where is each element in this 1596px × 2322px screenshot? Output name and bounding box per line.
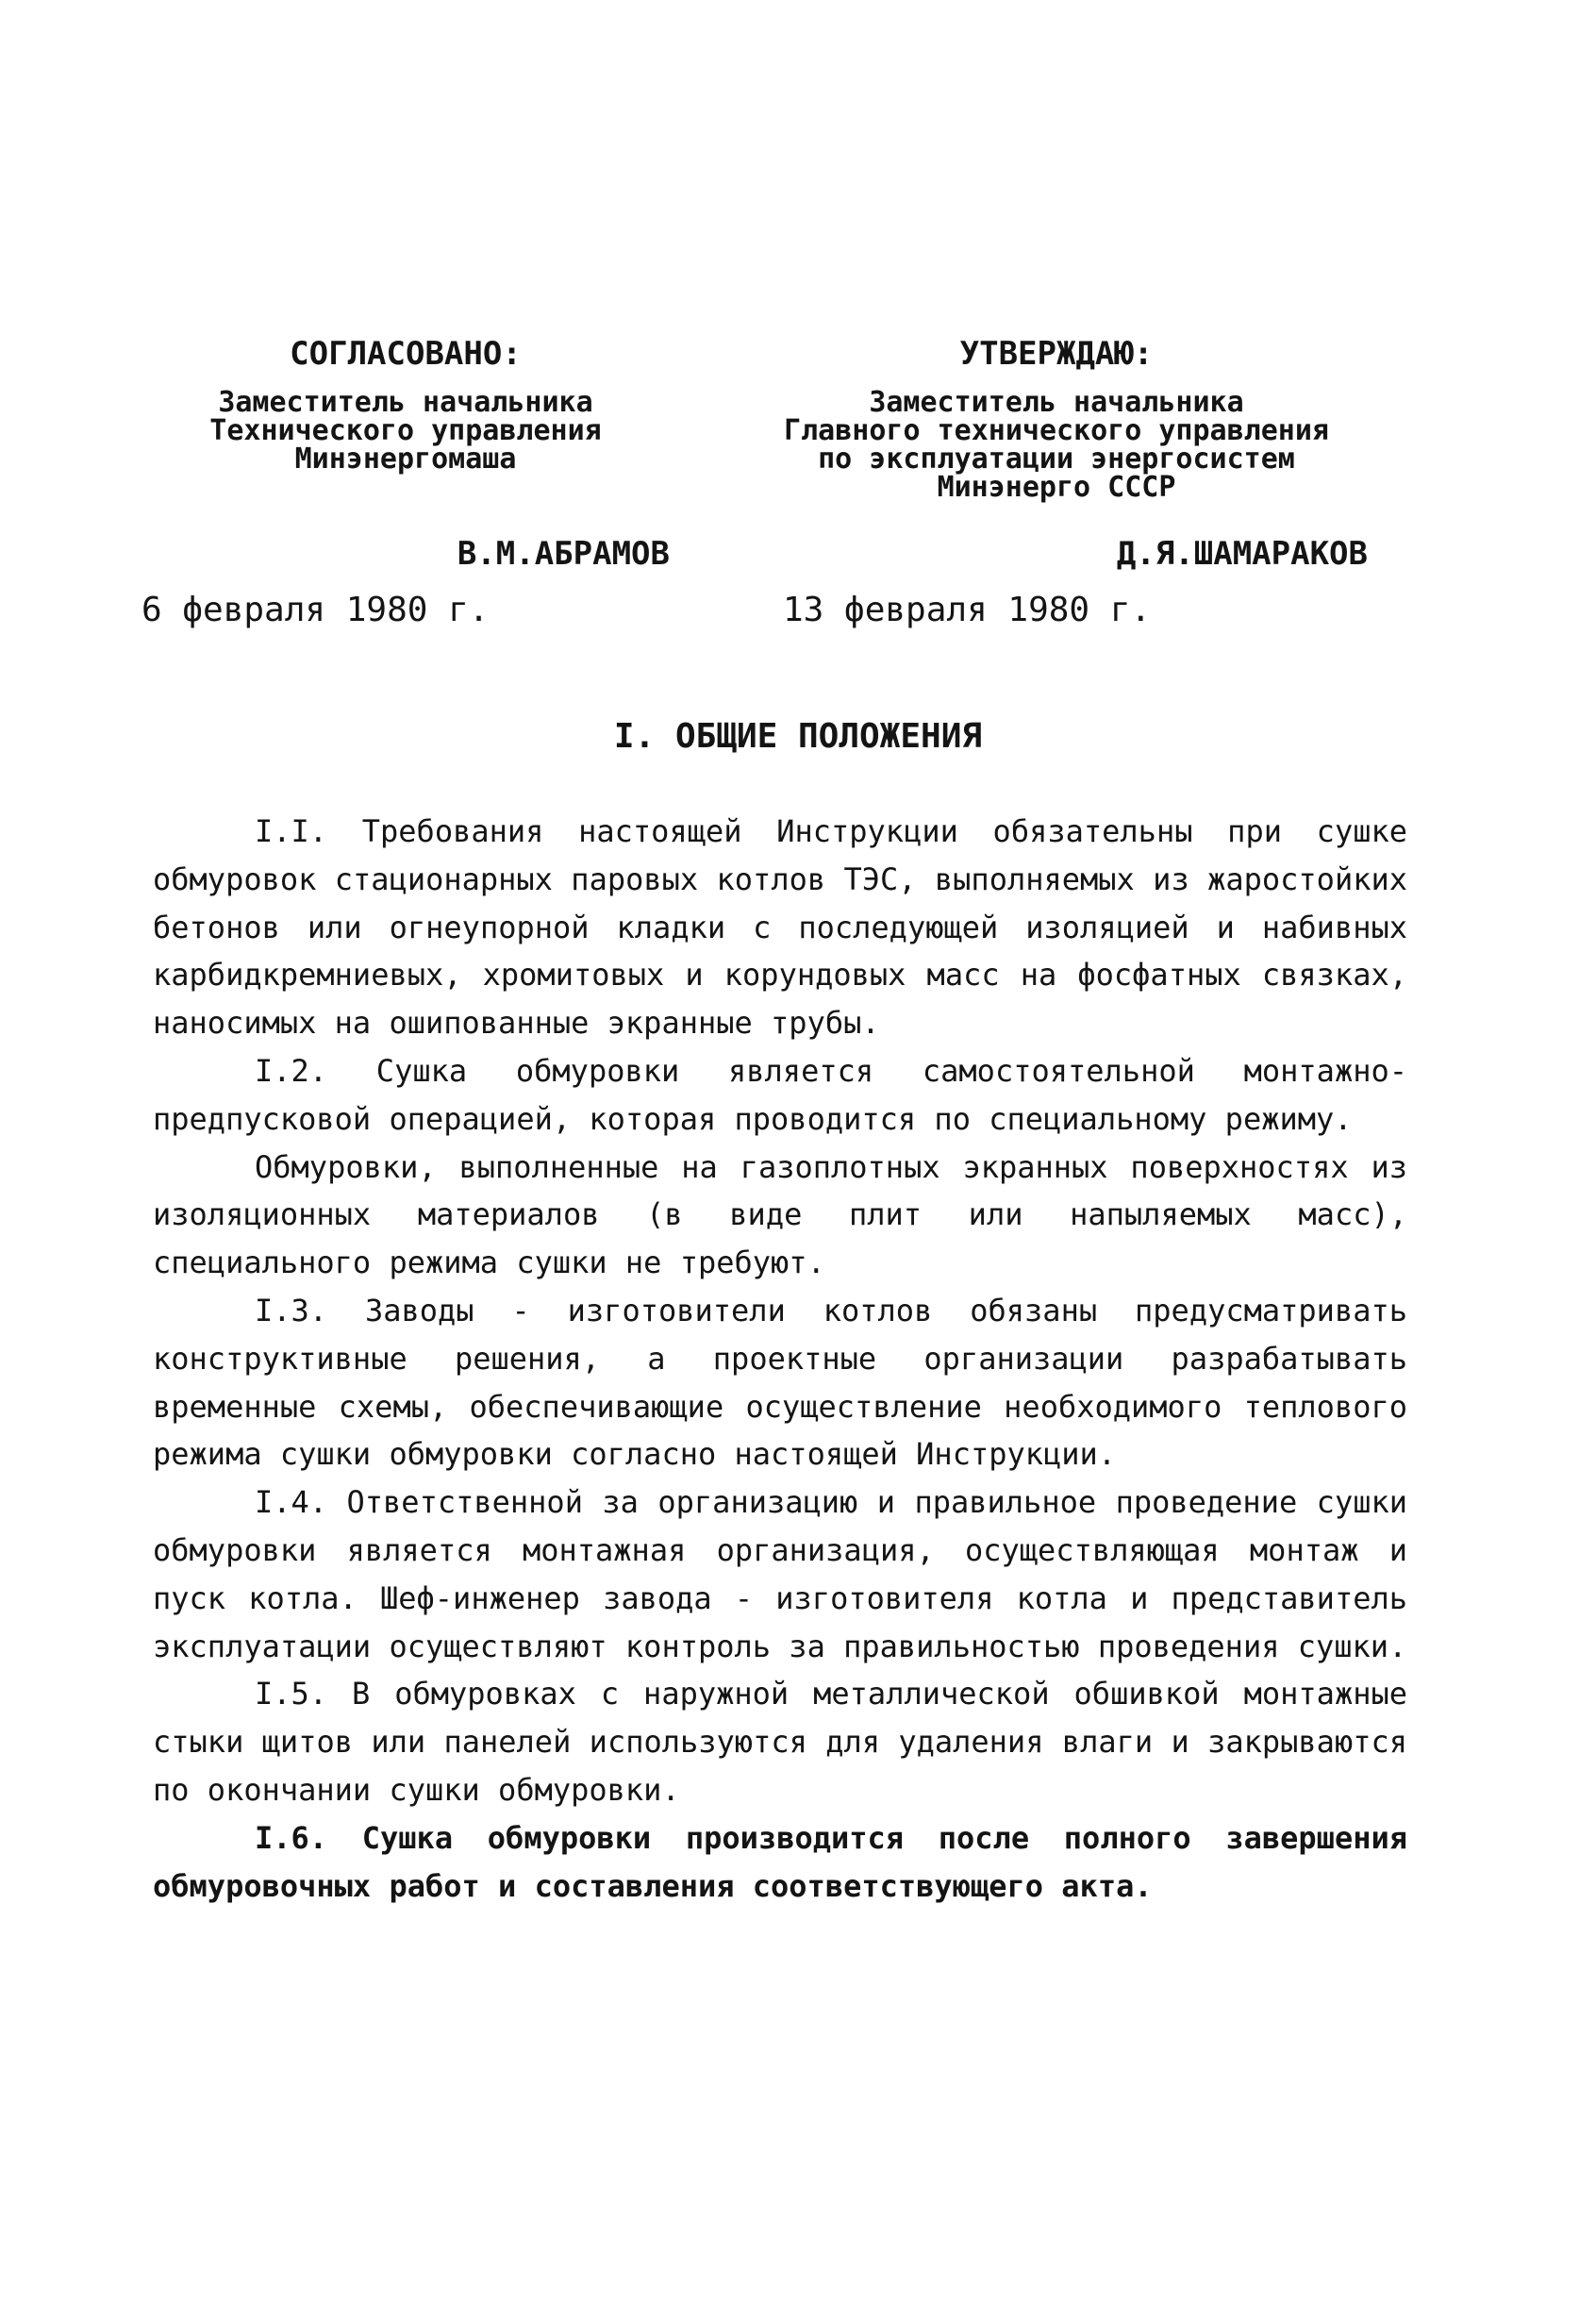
section-title: I. ОБЩИЕ ПОЛОЖЕНИЯ [613,717,983,756]
paragraph-1-2: I.2. Сушка обмуровки является самостоятельной монтажно-предпусковой операцией, которая проводится по специальному режиму. [153,1052,1407,1137]
approval-date: 13 февраля 1980 г. [783,591,1152,629]
approval-position-line: Главного технического управления [784,414,1329,447]
paragraph-1-1: I.I. Требования настоящей Инструкции обязательны при сушке обмуровок стационарных паровых котлов ТЭС, выполняемых из жаростойких бетонов или огнеупорной кладки с последующей изоляцией и набивных карбидкремниевых, хромитовых и корундовых масс на фосфатных связках, наносимых на ошипованные экранные трубы. [153,813,1407,1042]
approval-heading: СОГЛАСОВАНО: [290,335,522,373]
approval-position-line: Заместитель начальника [218,386,593,419]
section-body [153,808,1407,1910]
approval-signatory-name: Д.Я.ШАМАРАКОВ [1116,535,1368,573]
approval-block-approved [745,335,1368,629]
approval-signatory-name: В.М.АБРАМОВ [457,535,670,573]
paragraph-1-5: I.5. В обмуровках с наружной металлической обшивкой монтажные стыки щитов или панелей используются для удаления влаги и закрываются по окончании сушки обмуровки. [153,1676,1407,1808]
approval-position-line: по эксплуатации энергосистем [818,443,1295,476]
approval-date: 6 февраля 1980 г. [141,591,490,629]
approval-position-line: Минэнерго СССР [937,471,1176,504]
paragraph-1-6: I.6. Сушка обмуровки производится после полного завершения обмуровочных работ и составления соответствующего акта. [153,1819,1407,1904]
approval-block-agreed [141,335,670,629]
paragraph-1-4: I.4. Ответственной за организацию и правильное проведение сушки обмуровки является монтажная организация, осуществляющая монтаж и пуск котла. Шеф-инженер завода - изготовителя котла и представитель эксплуатации осуществляют контроль за правильностью проведения сушки. [153,1484,1407,1664]
approval-heading: УТВЕРЖДАЮ: [959,335,1154,373]
paragraph-1-2-note: Обмуровки, выполненные на газоплотных экранных поверхностях из изоляционных материалов (в виде плит или напыляемых масс), специального режима сушки не требуют. [153,1148,1407,1281]
approval-position-line: Минэнергомаша [294,443,517,476]
paragraph-1-3: I.3. Заводы - изготовители котлов обязаны предусматривать конструктивные решения, а проектные организации разрабатывать временные схемы, обеспечивающие осуществление необходимого теплового режима сушки обмуровки согласно настоящей Инструкции. [153,1292,1407,1473]
approval-position-line: Заместитель начальника [869,386,1244,419]
approval-position-line: Технического управления [209,414,602,447]
